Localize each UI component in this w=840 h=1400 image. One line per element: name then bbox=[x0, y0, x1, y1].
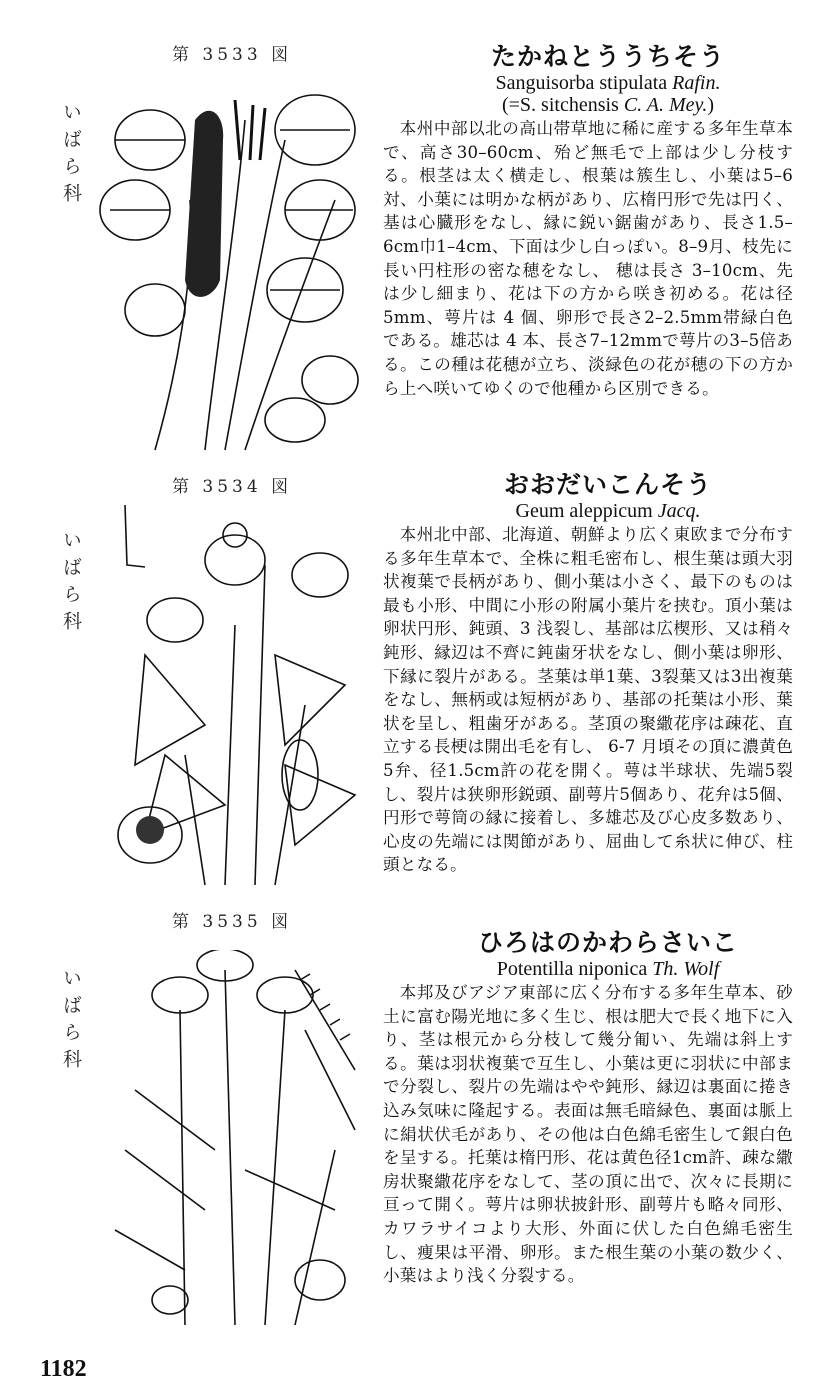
figure-label-3533: 第 3533 図 bbox=[172, 45, 293, 65]
scientific-name bbox=[423, 72, 793, 94]
description: 本州北中部、北海道、朝鮮より広く東欧まで分布する多年生草本で、全株に粗毛密布し、根生葉は頭大羽状複葉で長柄があり、側小葉は小さく、最下のものは最も小形、中間に小形の附属小葉片を挟む。頂小葉は卵状円形、鈍頭、3 浅裂し、基部は広楔形、又は稍々鈍形、縁辺は不齊に鈍歯牙状をなし、側小葉は卵形、下縁に裂片がある。茎葉は単1葉、3裂葉又は3出複葉をなし、無柄或は短柄があり、基部の托葉は小形、葉状を呈し、粗歯牙がある。茎頂の聚繖花序は疎花、直立する長梗は開出毛を有し、 6-7 月頃その頂に濃黄色5弁、径1.5cm許の花を開く。萼は半球状、先端5裂し、裂片は狭卵形鋭頭、副萼片5個あり、花弁は5個、円形で萼筒の縁に接着し、多雄芯及び心皮多数あり、心皮の先端には関節があり、屈曲して糸状に伸び、柱頭となる。 bbox=[383, 525, 793, 875]
synonym-author: C. A. Mey. bbox=[623, 94, 708, 116]
figure-label-3535: 第 3535 図 bbox=[172, 912, 293, 932]
synonym bbox=[423, 94, 793, 116]
family-label: いばら科 bbox=[60, 102, 82, 210]
plant-illustration-geum bbox=[105, 505, 370, 890]
scientific-name bbox=[423, 500, 793, 522]
synonym-close: ) bbox=[707, 94, 715, 116]
entry-geum bbox=[383, 470, 793, 877]
page-number: 1182 bbox=[40, 1356, 87, 1382]
plant-illustration-sanguisorba bbox=[95, 80, 365, 460]
genus-species: Sanguisorba stipulata bbox=[495, 72, 668, 94]
japanese-name: おおだいこんそう bbox=[503, 470, 712, 499]
author: Jacq. bbox=[657, 500, 701, 522]
entry-potentilla bbox=[383, 928, 793, 1288]
genus-species: Potentilla niponica bbox=[496, 958, 648, 980]
plant-illustration-potentilla bbox=[95, 950, 365, 1330]
scientific-name bbox=[423, 958, 793, 980]
author: Rafin. bbox=[672, 72, 721, 94]
japanese-name: ひろはのかわらさいこ bbox=[477, 928, 738, 957]
figure-label-3534: 第 3534 図 bbox=[172, 477, 293, 497]
genus-species: Geum aleppicum bbox=[515, 500, 653, 522]
author: Th. Wolf bbox=[652, 958, 720, 980]
family-label: いばら科 bbox=[60, 968, 82, 1076]
description: 本州中部以北の高山帯草地に稀に産する多年生草本で、高さ30–60cm、殆ど無毛で上部は少し分枝する。根茎は太く横走し、根葉は簇生し、小葉は5–6対、小葉には明かな柄があり、広楕円形で先は円く、基は心臓形をなし、縁に鋭い鋸歯があり、長さ1.5–6cm巾1–4cm、下面は少し白っぽい。8–9月、枝先に長い円柱形の密な穂をなし、 穂は長さ 3–10cm、先は少し細まり、花は下の方から咲き初める。花は径5mm、萼片は 4 個、卵形で長さ2–2.5mm帯緑白色である。雄芯は 4 本、長さ7–12mmで萼片の3–5倍ある。この種は花穂が立ち、淡緑色の花が穂の下の方から上へ咲いてゆくので他種から区別できる。 bbox=[383, 119, 793, 398]
japanese-name: たかねとううちそう bbox=[490, 42, 725, 71]
family-label: いばら科 bbox=[60, 530, 82, 638]
synonym-name: (=S. sitchensis bbox=[501, 94, 619, 116]
description: 本邦及びアジア東部に広く分布する多年生草本、砂土に富む陽光地に多く生じ、根は肥大で長く地下に入り、茎は根元から分枝して幾分匍い、先端は斜上する。葉は羽状複葉で互生し、小葉は更に羽状に中部まで分裂し、裂片の先端はやや鈍形、縁辺は裏面に捲き込み気味に隆起する。表面は無毛暗緑色、裏面は脈上に絹状伏毛があり、その他は白色綿毛密生して銀白色を呈する。托葉は楕円形、花は黄色径1cm許、疎な繖房状聚繖花序をなして、茎の頂に出で、次々に長期に亘って開く。萼片は卵状披針形、副萼片も略々同形、カワラサイコより大形、外面に伏した白色綿毛密生し、痩果は平滑、卵形。また根生葉の小葉の数少く、小葉はより浅く分裂する。 bbox=[383, 983, 793, 1286]
entry-sanguisorba bbox=[383, 42, 793, 400]
